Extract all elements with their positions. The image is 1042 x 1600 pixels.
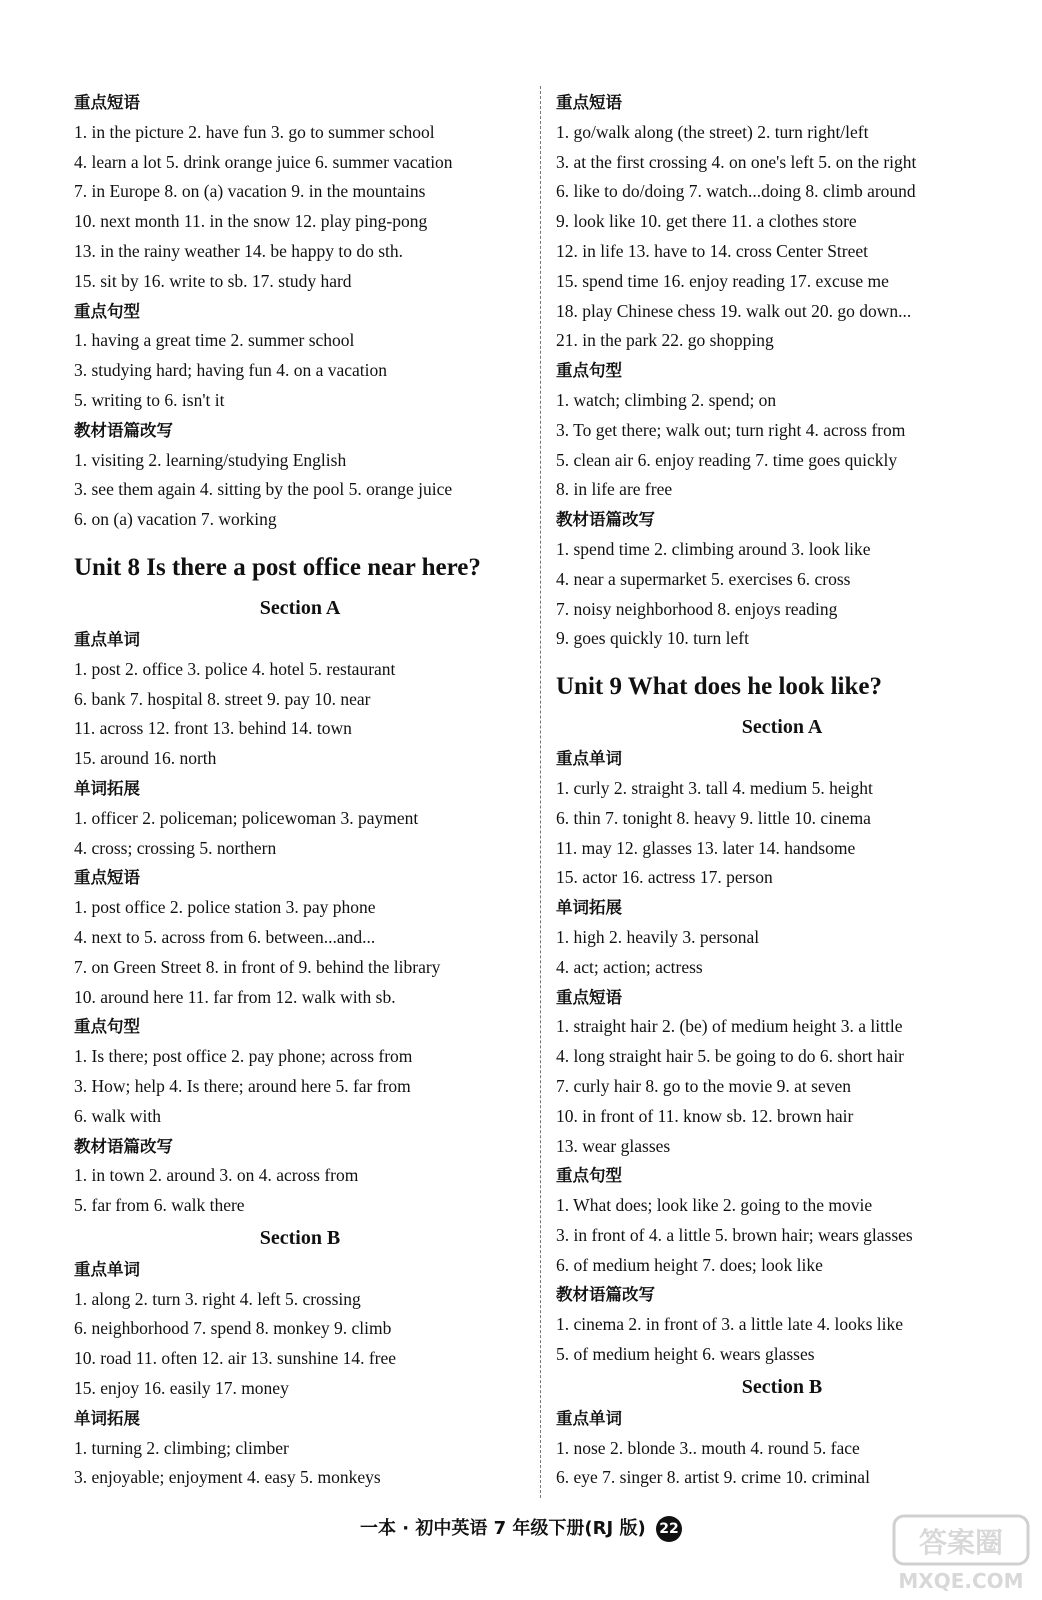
answer-line: 6. walk with [74, 1105, 162, 1126]
answer-line: 4. cross; crossing 5. northern [74, 837, 277, 858]
answer-line: 1. visiting 2. learning/studying English [74, 449, 347, 470]
category-heading: 重点句型 [556, 361, 622, 381]
answer-line: 6. bank 7. hospital 8. street 9. pay 10. near [74, 688, 371, 709]
category-heading: 单词拓展 [556, 898, 622, 918]
answer-line: 1. turning 2. climbing; climber [74, 1437, 289, 1458]
section-title: Section A [259, 596, 341, 619]
category-heading: 重点短语 [556, 93, 622, 112]
answer-line: 10. around here 11. far from 12. walk with sb. [74, 986, 396, 1007]
section-title: Section A [741, 716, 823, 739]
answer-line: 1. cinema 2. in front of 3. a little late 4. looks like [556, 1314, 904, 1335]
answer-line: 7. noisy neighborhood 8. enjoys reading [556, 598, 838, 619]
page-number: 22 [656, 1516, 682, 1542]
answer-line: 13. wear glasses [556, 1135, 671, 1156]
answer-line: 1. having a great time 2. summer school [74, 330, 355, 351]
answer-line: 7. curly hair 8. go to the movie 9. at seven [556, 1075, 851, 1096]
watermark-text: 答案圈 [918, 1526, 1004, 1559]
answer-line: 10. in front of 11. know sb. 12. brown hair [556, 1105, 854, 1126]
answer-line: 8. in life are free [556, 479, 673, 500]
answer-line: 4. long straight hair 5. be going to do 6. short hair [556, 1046, 905, 1067]
answer-line: 10. next month 11. in the snow 12. play ping-pong [74, 211, 428, 232]
answer-line: 1. curly 2. straight 3. tall 4. medium 5. height [556, 777, 873, 798]
answer-line: 3. enjoyable; enjoyment 4. easy 5. monkeys [74, 1467, 381, 1488]
section-title: Section B [741, 1375, 823, 1398]
category-heading: 教材语篇改写 [74, 1136, 173, 1156]
watermark-url: MXQE.COM [898, 1569, 1024, 1593]
category-heading: 单词拓展 [74, 1408, 140, 1428]
answer-line: 6. thin 7. tonight 8. heavy 9. little 10. cinema [556, 807, 871, 828]
answer-line: 4. next to 5. across from 6. between...and... [74, 926, 376, 947]
answer-line: 6. of medium height 7. does; look like [556, 1254, 823, 1275]
category-heading: 重点单词 [74, 629, 140, 649]
answer-line: 7. on Green Street 8. in front of 9. behind the library [74, 956, 441, 977]
answer-line: 3. see them again 4. sitting by the pool 5. orange juice [74, 479, 453, 500]
unit-title: Unit 8 Is there a post office near here? [74, 553, 481, 581]
section-title: Section B [259, 1226, 341, 1249]
answer-line: 1. high 2. heavily 3. personal [556, 926, 760, 947]
answer-line: 15. enjoy 16. easily 17. money [74, 1378, 289, 1399]
answer-line: 15. around 16. north [74, 748, 217, 769]
answer-line: 1. officer 2. policeman; policewoman 3. payment [74, 807, 419, 828]
category-heading: 重点短语 [74, 93, 140, 112]
watermark-logo [886, 1510, 1036, 1596]
answer-line: 1. What does; look like 2. going to the movie [556, 1195, 873, 1216]
answer-line: 6. like to do/doing 7. watch...doing 8. climb around [556, 181, 916, 202]
left-column [74, 88, 526, 1493]
unit-title: Unit 9 What does he look like? [556, 673, 882, 701]
answer-line: 13. in the rainy weather 14. be happy to do sth. [74, 240, 404, 261]
answer-line: 1. in town 2. around 3. on 4. across from [74, 1165, 359, 1186]
right-column [556, 88, 1008, 1493]
answer-line: 1. go/walk along (the street) 2. turn right/left [556, 121, 869, 142]
answer-line: 5. clean air 6. enjoy reading 7. time goes quickly [556, 449, 898, 470]
answer-line: 1. Is there; post office 2. pay phone; across from [74, 1046, 413, 1067]
answer-line: 15. sit by 16. write to sb. 17. study hard [74, 270, 352, 291]
answer-line: 5. writing to 6. isn't it [74, 389, 225, 410]
column-divider [540, 86, 541, 1498]
answer-line: 3. studying hard; having fun 4. on a vacation [74, 360, 387, 381]
answer-line: 5. of medium height 6. wears glasses [556, 1344, 815, 1365]
answer-line: 10. road 11. often 12. air 13. sunshine 14. free [74, 1348, 397, 1369]
footer-title: 一本 · 初中英语 7 年级下册(RJ 版) [360, 1518, 646, 1539]
answer-line: 1. post office 2. police station 3. pay phone [74, 897, 376, 918]
category-heading: 重点句型 [74, 301, 140, 321]
category-heading: 重点句型 [556, 1166, 622, 1186]
answer-line: 1. post 2. office 3. police 4. hotel 5. restaurant [74, 658, 396, 679]
category-heading: 教材语篇改写 [74, 420, 173, 440]
answer-line: 1. straight hair 2. (be) of medium height 3. a little [556, 1016, 903, 1037]
answer-line: 11. across 12. front 13. behind 14. town [74, 718, 352, 739]
answer-line: 4. learn a lot 5. drink orange juice 6. summer vacation [74, 151, 453, 172]
answer-line: 1. along 2. turn 3. right 4. left 5. crossing [74, 1288, 361, 1309]
category-heading: 重点单词 [556, 749, 622, 769]
answer-line: 3. in front of 4. a little 5. brown hair; wears glasses [556, 1224, 913, 1245]
answer-line: 6. on (a) vacation 7. working [74, 509, 277, 530]
answer-line: 1. watch; climbing 2. spend; on [556, 389, 777, 410]
answer-line: 1. in the picture 2. have fun 3. go to summer school [74, 121, 435, 142]
answer-line: 21. in the park 22. go shopping [556, 330, 774, 351]
category-heading: 教材语篇改写 [556, 1285, 655, 1305]
category-heading: 单词拓展 [74, 778, 140, 798]
category-heading: 重点短语 [74, 868, 140, 888]
answer-line: 9. look like 10. get there 11. a clothes store [556, 211, 857, 232]
answer-line: 18. play Chinese chess 19. walk out 20. go down... [556, 300, 912, 321]
answer-line: 7. in Europe 8. on (a) vacation 9. in the mountains [74, 181, 426, 202]
answer-line: 15. actor 16. actress 17. person [556, 867, 773, 888]
answer-line: 3. at the first crossing 4. on one's left 5. on the right [556, 151, 917, 172]
answer-line: 6. eye 7. singer 8. artist 9. crime 10. criminal [556, 1467, 870, 1488]
answer-line: 5. far from 6. walk there [74, 1195, 245, 1216]
answer-line: 6. neighborhood 7. spend 8. monkey 9. climb [74, 1318, 392, 1339]
answer-line: 12. in life 13. have to 14. cross Center Street [556, 240, 869, 261]
category-heading: 重点单词 [556, 1408, 622, 1428]
answer-line: 4. act; action; actress [556, 956, 703, 977]
answer-line: 9. goes quickly 10. turn left [556, 628, 749, 649]
category-heading: 重点短语 [556, 987, 622, 1007]
answer-line: 15. spend time 16. enjoy reading 17. excuse me [556, 270, 889, 291]
answer-line: 11. may 12. glasses 13. later 14. handsome [556, 837, 856, 858]
answer-line: 1. nose 2. blonde 3.. mouth 4. round 5. face [556, 1437, 860, 1458]
answer-line: 3. To get there; walk out; turn right 4. across from [556, 419, 906, 440]
answer-line: 1. spend time 2. climbing around 3. look like [556, 538, 871, 559]
category-heading: 重点单词 [74, 1259, 140, 1279]
answer-line: 3. How; help 4. Is there; around here 5. far from [74, 1075, 411, 1096]
category-heading: 重点句型 [74, 1017, 140, 1037]
spacer [556, 654, 1008, 664]
category-heading: 教材语篇改写 [556, 510, 655, 530]
spacer [74, 535, 526, 545]
answer-line: 4. near a supermarket 5. exercises 6. cross [556, 568, 851, 589]
